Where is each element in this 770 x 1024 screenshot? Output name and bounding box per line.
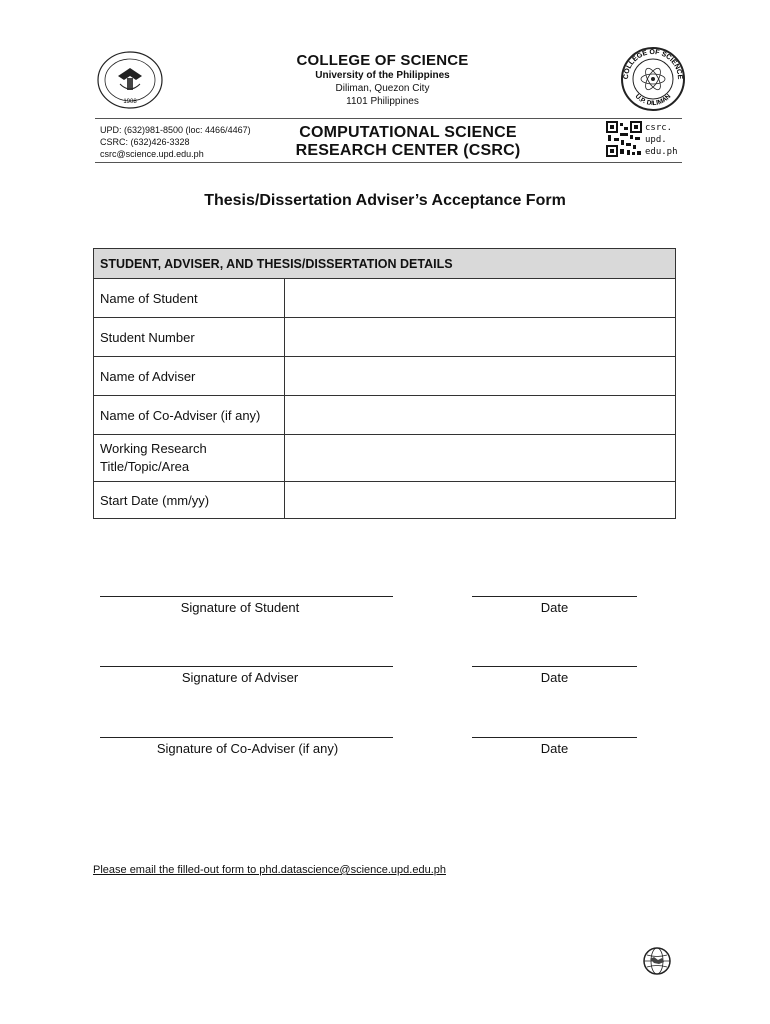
student-date-label: Date bbox=[540, 600, 569, 615]
co-adviser-signature-line[interactable] bbox=[100, 737, 393, 738]
college-of-science-seal-logo bbox=[620, 46, 686, 112]
address-line-1: Diliman, Quezon City bbox=[335, 83, 430, 94]
adviser-signature-line[interactable] bbox=[100, 666, 393, 667]
student-signature-line[interactable] bbox=[100, 596, 393, 597]
section-header: STUDENT, ADVISER, AND THESIS/DISSERTATION DETAILS bbox=[94, 249, 676, 279]
field-label-student-number: Student Number bbox=[94, 318, 285, 357]
form-title: Thesis/Dissertation Adviser’s Acceptance Form bbox=[204, 192, 566, 209]
start-date-field[interactable] bbox=[285, 482, 676, 519]
svg-text:1908: 1908 bbox=[123, 99, 137, 105]
research-title-field[interactable] bbox=[285, 435, 676, 482]
svg-text:COLLEGE OF SCIENCE: COLLEGE OF SCIENCE bbox=[622, 48, 684, 80]
student-signature-label: Signature of Student bbox=[180, 600, 300, 615]
table-row bbox=[94, 318, 676, 357]
header-divider-bottom bbox=[95, 162, 682, 163]
student-name-field[interactable] bbox=[285, 279, 676, 318]
csrc-name: COMPUTATIONAL SCIENCE RESEARCH CENTER (CSRC) bbox=[295, 124, 521, 159]
table-row bbox=[94, 482, 676, 519]
adviser-signature-label: Signature of Adviser bbox=[181, 670, 299, 685]
adviser-name-field[interactable] bbox=[285, 357, 676, 396]
field-label-co-adviser-name: Name of Co-Adviser (if any) bbox=[94, 396, 285, 435]
up-seal-logo bbox=[96, 50, 164, 110]
email-instruction: Please email the filled-out form to phd.datascience@science.upd.edu.ph bbox=[93, 864, 446, 876]
footer-globe-logo bbox=[642, 946, 672, 976]
adviser-date-label: Date bbox=[540, 670, 569, 685]
contact-info bbox=[100, 124, 251, 160]
co-adviser-signature-label: Signature of Co-Adviser (if any) bbox=[156, 741, 339, 756]
co-adviser-date-line[interactable] bbox=[472, 737, 637, 738]
adviser-date-line[interactable] bbox=[472, 666, 637, 667]
college-name: COLLEGE OF SCIENCE bbox=[296, 52, 469, 69]
co-adviser-name-field[interactable] bbox=[285, 396, 676, 435]
contact-upd: UPD: (632)981-8500 (loc: 4466/4467) bbox=[100, 125, 251, 135]
address-line-2: 1101 Philippines bbox=[346, 96, 419, 107]
details-table bbox=[93, 248, 676, 519]
qr-code-icon bbox=[606, 121, 642, 157]
co-adviser-date-label: Date bbox=[540, 741, 569, 756]
college-header bbox=[240, 52, 525, 108]
website-url: csrc. upd. edu.ph bbox=[645, 123, 678, 157]
contact-email: csrc@science.upd.edu.ph bbox=[100, 149, 204, 159]
table-row bbox=[94, 396, 676, 435]
svg-text:U.P. DILIMAN: U.P. DILIMAN bbox=[633, 93, 673, 108]
table-row bbox=[94, 357, 676, 396]
field-label-adviser-name: Name of Adviser bbox=[94, 357, 285, 396]
field-label-start-date: Start Date (mm/yy) bbox=[94, 482, 285, 519]
field-label-research-title: Working Research Title/Topic/Area bbox=[94, 435, 285, 482]
student-number-field[interactable] bbox=[285, 318, 676, 357]
header-divider-top bbox=[95, 118, 682, 119]
table-row bbox=[94, 435, 676, 482]
university-name: University of the Philippines bbox=[315, 70, 450, 81]
contact-csrc: CSRC: (632)426-3328 bbox=[100, 137, 190, 147]
field-label-student-name: Name of Student bbox=[94, 279, 285, 318]
table-row bbox=[94, 279, 676, 318]
student-date-line[interactable] bbox=[472, 596, 637, 597]
